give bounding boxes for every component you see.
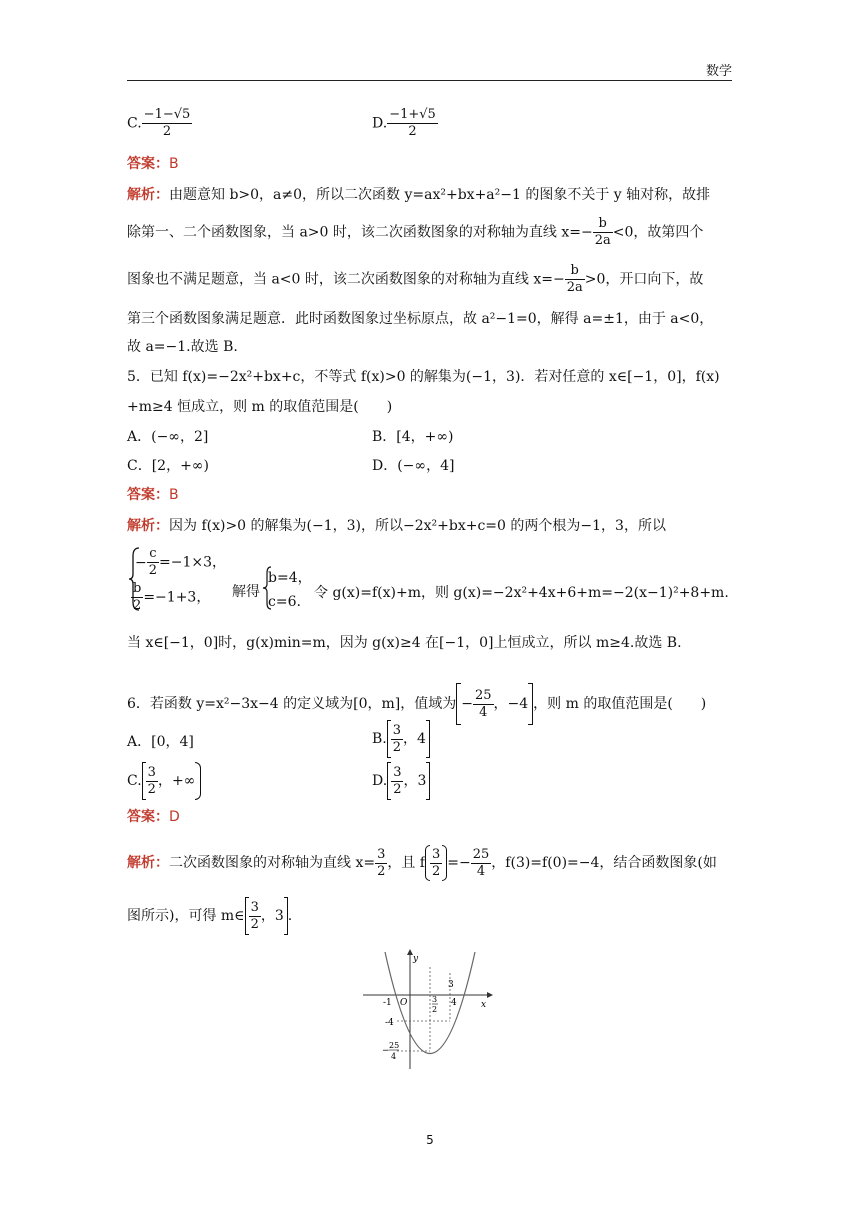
q4-option-d — [372, 107, 438, 140]
q5-sys2-den: 2 — [133, 598, 142, 613]
graph-origin-label: O — [400, 998, 408, 1008]
q6-option-d-frac — [391, 765, 403, 798]
graph-min-num: 25 — [389, 1041, 400, 1050]
q4-option-c-num: −1−√5 — [143, 107, 191, 122]
q5-analysis-line3: 当 x∈[−1，0]时，g(x)min=m，因为 g(x)≥4 在[−1，0]上恒成立，所以 m≥4.故选 B. — [127, 635, 682, 651]
q4-option-c-label: C. — [127, 115, 142, 132]
q6-option-b-label: B. — [372, 731, 387, 747]
q6-stem-frac — [473, 688, 494, 721]
graph-x-label: x — [481, 1000, 487, 1010]
graph-neg1-label: -1 — [383, 998, 392, 1008]
q6-answer — [127, 807, 180, 827]
q6-option-b-bracket-right — [426, 720, 430, 758]
q6-stem-a: 6．若函数 y=x²−3x−4 的定义域为[0，m]，值域为 — [127, 696, 457, 712]
q6-analysis-axis-num: 3 — [377, 846, 386, 862]
q4-answer — [127, 154, 179, 174]
graph-y-label: y — [413, 954, 419, 964]
q6-analysis-text1d: ，f(3)=f(0)=−4，结合函数图象(如 — [491, 855, 717, 871]
q5-sys2-rest: =−1+3， — [143, 589, 211, 606]
q6-option-b-den: 2 — [392, 739, 402, 755]
q6-option-b: B. $\frac{3}{2}$ ，4 — [372, 720, 430, 758]
q6-option-d-label: D. — [372, 773, 388, 789]
q6-option-d-bracket-right — [426, 762, 430, 800]
q6-analysis-arg-num: 3 — [432, 846, 441, 862]
q4-analysis-line4: 第三个函数图象满足题意．此时函数图象过坐标原点，故 a²−1=0，解得 a=±1，由于 a<0， — [127, 311, 714, 327]
header-subject: 数学 — [705, 64, 732, 79]
q5-sys1-rest: =−1×3， — [159, 554, 227, 571]
q4-analysis-frac2-num: b — [593, 216, 613, 233]
q5-option-c: C．[2，+∞) — [127, 458, 209, 474]
q4-option-d-frac — [387, 107, 438, 140]
q4-analysis-frac3-num: b — [565, 263, 585, 280]
q4-analysis-line3 — [127, 263, 703, 296]
q4-answer-label: 答案： — [127, 156, 169, 172]
q6-analysis-frac-axis — [375, 847, 387, 880]
q4-analysis-frac3 — [565, 263, 585, 296]
q6-option-d-num: 3 — [393, 764, 402, 780]
q4-analysis-label: 解析： — [127, 187, 169, 203]
graph-min-den: 4 — [391, 1052, 397, 1061]
q6-analysis-text1a: 二次函数图象的对称轴为直线 x= — [169, 855, 376, 871]
q6-analysis-line2: 图所示)，可得 m∈ $\frac{3}{2}$ ，3 . — [127, 897, 292, 935]
q5-system-eq2 — [131, 581, 210, 614]
q6-analysis-text1b: ，且 f — [387, 855, 425, 871]
q5-option-a: A．(−∞，2] — [127, 429, 209, 445]
q4-analysis-frac2 — [593, 216, 613, 249]
page-number: 5 — [426, 1133, 434, 1147]
q6-option-c: C. $\frac{3}{2}$ ，+∞ — [127, 762, 201, 800]
q6-stem: 6．若函数 y=x²−3x−4 的定义域为[0，m]，值域为 − $\frac{25}{4}$ ，−4 ，则 m 的取值范围是( ) — [127, 683, 706, 725]
q5-answer — [127, 485, 179, 505]
q6-analysis-min-den: 4 — [476, 863, 486, 879]
q5-analysis-label: 解析： — [127, 518, 169, 534]
q6-option-c-frac — [146, 765, 158, 798]
q6-answer-label: 答案： — [127, 809, 169, 825]
q4-option-c-frac — [142, 107, 193, 140]
q6-analysis-range-num: 3 — [250, 899, 259, 915]
q6-stem-b: ，则 m 的取值范围是( ) — [533, 696, 707, 712]
q4-option-c — [127, 107, 192, 140]
parabola-graph — [355, 947, 500, 1072]
q5-sys1-den: 2 — [148, 563, 158, 578]
q6-analysis-range-frac — [249, 900, 261, 933]
q5-sys1-frac — [147, 546, 159, 579]
graph-four-label: 4 — [451, 998, 457, 1008]
q6-analysis-axis-den: 2 — [377, 863, 386, 879]
q6-analysis-label: 解析： — [127, 855, 169, 871]
q5-solve-word: 解得 — [232, 584, 260, 600]
q6-option-a: A．[0，4] — [127, 734, 194, 750]
q6-analysis-min-num: 25 — [472, 846, 490, 862]
q5-answer-value: B — [169, 487, 179, 503]
q6-option-c-label: C. — [127, 773, 142, 789]
q4-analysis-text3a: 图象也不满足题意，当 a<0 时，该二次函数图象的对称轴为直线 x=− — [127, 271, 565, 288]
q6-option-c-paren-right — [195, 762, 201, 800]
q6-option-d-den: 2 — [393, 781, 402, 797]
q5-answer-label: 答案： — [127, 487, 169, 503]
q4-analysis-line1 — [127, 185, 710, 205]
graph-frac-den: 2 — [432, 1005, 438, 1014]
q5-stem2: +m≥4 恒成立，则 m 的取值范围是( ) — [127, 399, 393, 415]
q5-sys2-num: b — [133, 581, 142, 596]
q5-sys1-num: c — [147, 546, 159, 563]
q5-result2: c=6. — [268, 594, 301, 610]
q6-stem-frac-den: 4 — [479, 704, 488, 720]
q4-analysis-frac3-den: 2a — [566, 280, 583, 295]
q5-system-eq1: − $\frac{c}{2}$ =−1×3， — [135, 546, 227, 578]
q5-result1: b=4， — [268, 570, 312, 586]
q6-option-d: D. $\frac{3}{2}$ ，3 — [372, 762, 430, 800]
q4-analysis-text1: 由题意知 b>0，a≠0，所以二次函数 y=ax²+bx+a²−1 的图象不关于 y 轴对称，故排 — [169, 187, 711, 203]
graph-neg4-label: -4 — [385, 1018, 394, 1028]
q6-analysis-frac-arg — [430, 847, 442, 880]
q6-analysis-frac-min — [471, 847, 492, 880]
q4-analysis-line2 — [127, 216, 703, 249]
q5-analysis-text1: 因为 f(x)>0 的解集为(−1，3)，所以−2x²+bx+c=0 的两个根为−1，3，所以 — [169, 518, 666, 534]
graph-frac-num: 3 — [432, 995, 438, 1004]
q4-analysis-text2b: <0，故第四个 — [612, 224, 704, 241]
graph-three-label: 3 — [448, 980, 454, 990]
q6-analysis-text2: 图所示)，可得 m∈ — [127, 908, 245, 924]
q5-stem1: 5．已知 f(x)=−2x²+bx+c，不等式 f(x)>0 的解集为(−1，3)．若对任意的 x∈[−1，0]，f(x) — [127, 369, 720, 385]
q5-analysis-line1 — [127, 516, 666, 536]
q6-analysis-line1 — [127, 845, 717, 881]
q4-analysis-text2a: 除第一、二个函数图象，当 a>0 时，该二次函数图象的对称轴为直线 x=− — [127, 224, 593, 241]
q4-answer-value: B — [169, 156, 179, 172]
q4-option-c-den: 2 — [162, 124, 172, 139]
q6-option-c-den: 2 — [147, 781, 156, 797]
header-rule — [127, 80, 732, 81]
q5-analysis-line2-tail: 令 g(x)=f(x)+m，则 g(x)=−2x²+4x+6+m=−2(x−1)²+8+m. — [314, 585, 729, 601]
q6-option-b-num: 3 — [392, 722, 402, 738]
q6-option-b-frac — [391, 723, 403, 756]
q4-analysis-line5: 故 a=−1.故选 B. — [127, 339, 238, 355]
q5-sys2-frac — [131, 581, 143, 614]
q5-option-d: D．(−∞，4] — [372, 458, 455, 474]
q6-option-c-num: 3 — [147, 764, 156, 780]
q4-option-d-den: 2 — [408, 124, 417, 139]
q6-analysis-range-den: 2 — [250, 916, 259, 932]
q4-analysis-text3b: >0，开口向下，故 — [584, 271, 704, 288]
svg-text:−: − — [382, 1046, 390, 1056]
q4-option-d-num: −1+√5 — [389, 107, 436, 122]
q5-option-b: B．[4，+∞) — [372, 429, 454, 445]
q6-analysis-arg-den: 2 — [432, 863, 441, 879]
q4-analysis-frac2-den: 2a — [594, 233, 611, 248]
q6-analysis-text1c: =− — [447, 855, 471, 871]
q6-answer-value: D — [169, 809, 180, 825]
q4-option-d-label: D. — [372, 115, 388, 132]
q6-stem-frac-num: 25 — [474, 687, 492, 703]
